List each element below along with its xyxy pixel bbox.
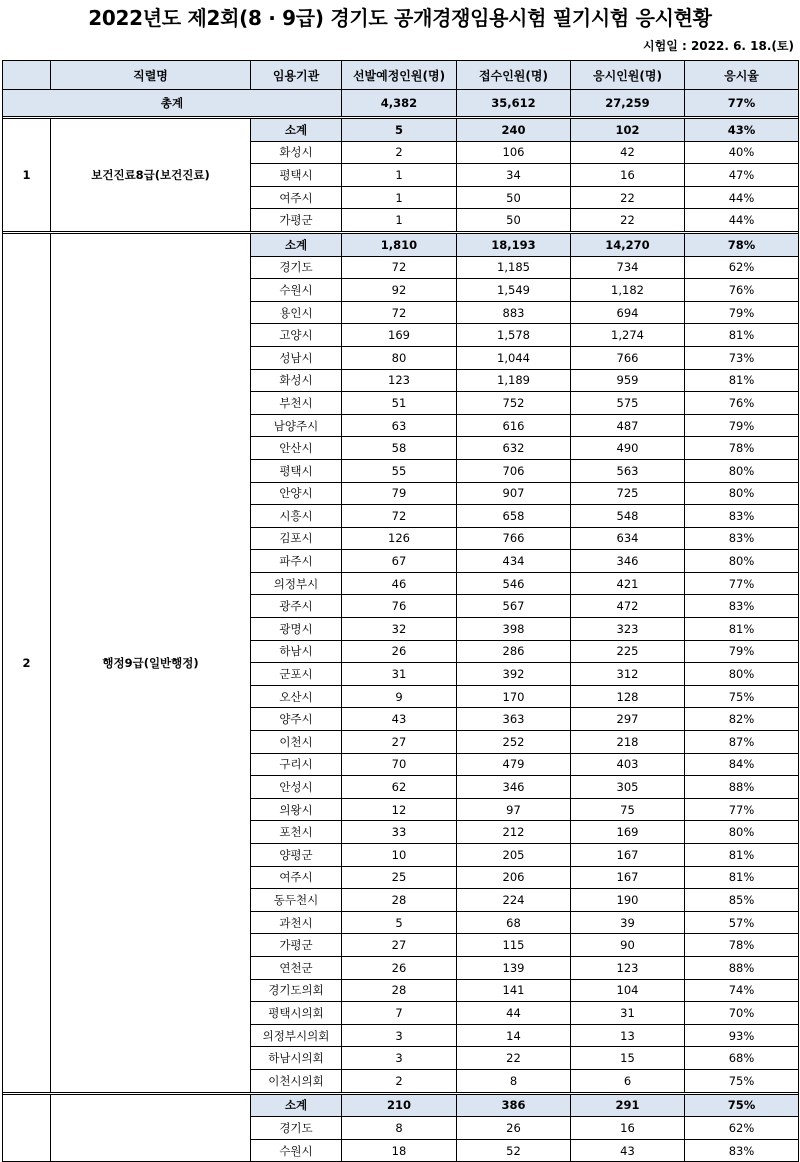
cell-received: 106 (457, 141, 571, 164)
agency-name: 용인시 (251, 301, 342, 324)
cell-planned: 18 (342, 1139, 457, 1162)
cell-received: 50 (457, 186, 571, 209)
cell-attended: 1,274 (571, 324, 685, 347)
cell-planned: 67 (342, 550, 457, 573)
cell-rate: 80% (685, 550, 799, 573)
page-title: 2022년도 제2회(8 · 9급) 경기도 공개경쟁임용시험 필기시험 응시현황 (88, 6, 712, 30)
subtotal-label: 소계 (251, 233, 342, 256)
cell-rate: 80% (685, 459, 799, 482)
cell-attended: 39 (571, 911, 685, 934)
cell-planned: 72 (342, 301, 457, 324)
cell-planned: 12 (342, 798, 457, 821)
agency-name: 가평군 (251, 934, 342, 957)
cell-received: 1,578 (457, 324, 571, 347)
cell-rate: 83% (685, 595, 799, 618)
cell-planned: 1,810 (342, 233, 457, 256)
agency-name: 동두천시 (251, 889, 342, 912)
group-number: 1 (3, 119, 51, 232)
cell-planned: 32 (342, 618, 457, 641)
cell-planned: 1 (342, 164, 457, 187)
cell-rate: 81% (685, 844, 799, 867)
agency-name: 경기도 (251, 1117, 342, 1140)
agency-name: 고양시 (251, 324, 342, 347)
cell-received: 1,549 (457, 279, 571, 302)
cell-planned: 80 (342, 346, 457, 369)
cell-rate: 83% (685, 505, 799, 528)
cell-rate: 40% (685, 141, 799, 164)
cell-rate: 62% (685, 1117, 799, 1140)
cell-attended: 225 (571, 640, 685, 663)
table-row (3, 233, 799, 256)
cell-received: 14 (457, 1024, 571, 1047)
total-planned: 4,382 (342, 90, 457, 117)
cell-rate: 83% (685, 1139, 799, 1162)
cell-rate: 87% (685, 731, 799, 754)
cell-attended: 694 (571, 301, 685, 324)
agency-name: 이천시의회 (251, 1069, 342, 1092)
cell-attended: 421 (571, 572, 685, 595)
cell-rate: 68% (685, 1047, 799, 1070)
cell-planned: 126 (342, 527, 457, 550)
agency-name: 안산시 (251, 437, 342, 460)
cell-attended: 22 (571, 209, 685, 232)
cell-received: 50 (457, 209, 571, 232)
agency-name: 평택시 (251, 459, 342, 482)
cell-received: 97 (457, 798, 571, 821)
cell-received: 766 (457, 527, 571, 550)
cell-received: 286 (457, 640, 571, 663)
table-row (3, 1094, 799, 1117)
cell-received: 706 (457, 459, 571, 482)
agency-name: 여주시 (251, 866, 342, 889)
agency-name: 화성시 (251, 369, 342, 392)
attendance-table (2, 60, 799, 1162)
cell-rate: 57% (685, 911, 799, 934)
cell-planned: 79 (342, 482, 457, 505)
cell-received: 883 (457, 301, 571, 324)
cell-attended: 15 (571, 1047, 685, 1070)
cell-rate: 70% (685, 1002, 799, 1025)
cell-attended: 42 (571, 141, 685, 164)
cell-planned: 1 (342, 186, 457, 209)
cell-rate: 73% (685, 346, 799, 369)
cell-received: 1,189 (457, 369, 571, 392)
cell-rate: 81% (685, 866, 799, 889)
cell-received: 115 (457, 934, 571, 957)
position-name: 행정9급(일반행정) (51, 233, 251, 1092)
cell-attended: 22 (571, 186, 685, 209)
cell-received: 434 (457, 550, 571, 573)
cell-attended: 104 (571, 979, 685, 1002)
cell-rate: 78% (685, 934, 799, 957)
agency-name: 의왕시 (251, 798, 342, 821)
cell-attended: 490 (571, 437, 685, 460)
agency-name: 성남시 (251, 346, 342, 369)
header-cell-agency: 임용기관 (251, 61, 342, 90)
cell-attended: 291 (571, 1094, 685, 1117)
agency-name: 의정부시의회 (251, 1024, 342, 1047)
agency-name: 가평군 (251, 209, 342, 232)
agency-name: 여주시 (251, 186, 342, 209)
cell-received: 26 (457, 1117, 571, 1140)
cell-rate: 84% (685, 753, 799, 776)
agency-name: 양주시 (251, 708, 342, 731)
cell-planned: 169 (342, 324, 457, 347)
cell-received: 392 (457, 663, 571, 686)
agency-name: 이천시 (251, 731, 342, 754)
agency-name: 오산시 (251, 685, 342, 708)
cell-received: 632 (457, 437, 571, 460)
cell-attended: 90 (571, 934, 685, 957)
agency-name: 과천시 (251, 911, 342, 934)
cell-rate: 76% (685, 392, 799, 415)
cell-planned: 3 (342, 1024, 457, 1047)
cell-rate: 78% (685, 233, 799, 256)
cell-received: 567 (457, 595, 571, 618)
cell-rate: 43% (685, 119, 799, 142)
cell-planned: 123 (342, 369, 457, 392)
cell-rate: 74% (685, 979, 799, 1002)
agency-name: 수원시 (251, 1139, 342, 1162)
cell-attended: 1,182 (571, 279, 685, 302)
cell-attended: 725 (571, 482, 685, 505)
cell-rate: 75% (685, 685, 799, 708)
cell-attended: 75 (571, 798, 685, 821)
cell-attended: 167 (571, 866, 685, 889)
cell-received: 363 (457, 708, 571, 731)
cell-attended: 959 (571, 369, 685, 392)
cell-attended: 14,270 (571, 233, 685, 256)
cell-attended: 102 (571, 119, 685, 142)
cell-attended: 128 (571, 685, 685, 708)
cell-received: 546 (457, 572, 571, 595)
cell-attended: 403 (571, 753, 685, 776)
cell-received: 18,193 (457, 233, 571, 256)
agency-name: 하남시 (251, 640, 342, 663)
total-rate: 77% (685, 90, 799, 117)
cell-received: 22 (457, 1047, 571, 1070)
cell-received: 398 (457, 618, 571, 641)
agency-name: 평택시 (251, 164, 342, 187)
cell-attended: 563 (571, 459, 685, 482)
cell-planned: 2 (342, 1069, 457, 1092)
header-cell-position: 직렬명 (51, 61, 251, 90)
agency-name: 연천군 (251, 956, 342, 979)
total-row (3, 90, 799, 117)
agency-name: 평택시의회 (251, 1002, 342, 1025)
agency-name: 시흥시 (251, 505, 342, 528)
cell-attended: 43 (571, 1139, 685, 1162)
header-cell-received: 접수인원(명) (457, 61, 571, 90)
cell-attended: 16 (571, 1117, 685, 1140)
cell-received: 68 (457, 911, 571, 934)
cell-attended: 634 (571, 527, 685, 550)
agency-name: 화성시 (251, 141, 342, 164)
cell-attended: 31 (571, 1002, 685, 1025)
total-label: 총계 (3, 90, 342, 117)
agency-name: 남양주시 (251, 414, 342, 437)
agency-name: 포천시 (251, 821, 342, 844)
agency-name: 구리시 (251, 753, 342, 776)
header-cell-attended: 응시인원(명) (571, 61, 685, 90)
group-number: 2 (3, 233, 51, 1092)
agency-name: 파주시 (251, 550, 342, 573)
cell-attended: 312 (571, 663, 685, 686)
agency-name: 수원시 (251, 279, 342, 302)
cell-planned: 72 (342, 256, 457, 279)
cell-attended: 167 (571, 844, 685, 867)
cell-planned: 8 (342, 1117, 457, 1140)
cell-planned: 27 (342, 731, 457, 754)
table-row (3, 119, 799, 142)
cell-attended: 575 (571, 392, 685, 415)
cell-rate: 77% (685, 572, 799, 595)
subtotal-label: 소계 (251, 1094, 342, 1117)
cell-received: 52 (457, 1139, 571, 1162)
cell-planned: 43 (342, 708, 457, 731)
cell-attended: 734 (571, 256, 685, 279)
cell-planned: 31 (342, 663, 457, 686)
agency-name: 경기도 (251, 256, 342, 279)
cell-attended: 346 (571, 550, 685, 573)
cell-planned: 26 (342, 640, 457, 663)
cell-rate: 82% (685, 708, 799, 731)
cell-attended: 472 (571, 595, 685, 618)
cell-rate: 77% (685, 798, 799, 821)
group-number (3, 1094, 51, 1162)
exam-date: 시험일 : 2022. 6. 18.(토) (643, 39, 794, 53)
header-cell-no (3, 61, 51, 90)
agency-name: 안양시 (251, 482, 342, 505)
cell-attended: 487 (571, 414, 685, 437)
cell-attended: 190 (571, 889, 685, 912)
cell-rate: 85% (685, 889, 799, 912)
cell-received: 346 (457, 776, 571, 799)
cell-planned: 2 (342, 141, 457, 164)
cell-received: 139 (457, 956, 571, 979)
cell-rate: 83% (685, 527, 799, 550)
cell-attended: 123 (571, 956, 685, 979)
total-attended: 27,259 (571, 90, 685, 117)
cell-attended: 297 (571, 708, 685, 731)
cell-rate: 81% (685, 324, 799, 347)
cell-rate: 81% (685, 369, 799, 392)
cell-rate: 88% (685, 776, 799, 799)
cell-rate: 75% (685, 1094, 799, 1117)
cell-planned: 72 (342, 505, 457, 528)
cell-attended: 6 (571, 1069, 685, 1092)
header-row (3, 61, 799, 90)
cell-planned: 33 (342, 821, 457, 844)
cell-planned: 92 (342, 279, 457, 302)
cell-planned: 10 (342, 844, 457, 867)
cell-received: 386 (457, 1094, 571, 1117)
cell-planned: 5 (342, 119, 457, 142)
cell-rate: 44% (685, 186, 799, 209)
agency-name: 광주시 (251, 595, 342, 618)
cell-attended: 16 (571, 164, 685, 187)
cell-planned: 5 (342, 911, 457, 934)
agency-name: 양평군 (251, 844, 342, 867)
cell-rate: 47% (685, 164, 799, 187)
agency-name: 하남시의회 (251, 1047, 342, 1070)
cell-attended: 766 (571, 346, 685, 369)
cell-planned: 46 (342, 572, 457, 595)
agency-name: 안성시 (251, 776, 342, 799)
cell-attended: 169 (571, 821, 685, 844)
cell-rate: 93% (685, 1024, 799, 1047)
cell-rate: 80% (685, 663, 799, 686)
agency-name: 광명시 (251, 618, 342, 641)
agency-name: 김포시 (251, 527, 342, 550)
cell-planned: 25 (342, 866, 457, 889)
agency-name: 부천시 (251, 392, 342, 415)
cell-planned: 76 (342, 595, 457, 618)
cell-attended: 323 (571, 618, 685, 641)
cell-rate: 81% (685, 618, 799, 641)
cell-rate: 78% (685, 437, 799, 460)
cell-received: 224 (457, 889, 571, 912)
cell-received: 907 (457, 482, 571, 505)
subtotal-label: 소계 (251, 119, 342, 142)
cell-planned: 210 (342, 1094, 457, 1117)
cell-received: 34 (457, 164, 571, 187)
cell-planned: 3 (342, 1047, 457, 1070)
cell-planned: 28 (342, 979, 457, 1002)
cell-attended: 305 (571, 776, 685, 799)
agency-name: 군포시 (251, 663, 342, 686)
cell-received: 252 (457, 731, 571, 754)
cell-planned: 62 (342, 776, 457, 799)
cell-planned: 26 (342, 956, 457, 979)
cell-planned: 63 (342, 414, 457, 437)
cell-received: 8 (457, 1069, 571, 1092)
cell-received: 205 (457, 844, 571, 867)
cell-planned: 58 (342, 437, 457, 460)
position-name (51, 1094, 251, 1162)
total-received: 35,612 (457, 90, 571, 117)
cell-rate: 76% (685, 279, 799, 302)
cell-planned: 9 (342, 685, 457, 708)
cell-rate: 80% (685, 482, 799, 505)
agency-name: 경기도의회 (251, 979, 342, 1002)
cell-rate: 80% (685, 821, 799, 844)
cell-rate: 62% (685, 256, 799, 279)
cell-received: 1,185 (457, 256, 571, 279)
cell-rate: 88% (685, 956, 799, 979)
cell-planned: 1 (342, 209, 457, 232)
cell-planned: 55 (342, 459, 457, 482)
cell-rate: 79% (685, 301, 799, 324)
header-cell-rate: 응시율 (685, 61, 799, 90)
cell-attended: 218 (571, 731, 685, 754)
cell-planned: 28 (342, 889, 457, 912)
cell-received: 616 (457, 414, 571, 437)
cell-planned: 70 (342, 753, 457, 776)
cell-received: 206 (457, 866, 571, 889)
cell-rate: 79% (685, 414, 799, 437)
cell-planned: 27 (342, 934, 457, 957)
cell-received: 141 (457, 979, 571, 1002)
cell-received: 44 (457, 1002, 571, 1025)
cell-received: 752 (457, 392, 571, 415)
agency-name: 의정부시 (251, 572, 342, 595)
cell-rate: 44% (685, 209, 799, 232)
cell-rate: 75% (685, 1069, 799, 1092)
cell-received: 240 (457, 119, 571, 142)
cell-received: 479 (457, 753, 571, 776)
cell-attended: 13 (571, 1024, 685, 1047)
cell-rate: 79% (685, 640, 799, 663)
position-name: 보건진료8급(보건진료) (51, 119, 251, 232)
cell-received: 212 (457, 821, 571, 844)
cell-received: 658 (457, 505, 571, 528)
cell-planned: 51 (342, 392, 457, 415)
cell-received: 170 (457, 685, 571, 708)
cell-received: 1,044 (457, 346, 571, 369)
cell-attended: 548 (571, 505, 685, 528)
cell-planned: 7 (342, 1002, 457, 1025)
header-cell-planned: 선발예정인원(명) (342, 61, 457, 90)
